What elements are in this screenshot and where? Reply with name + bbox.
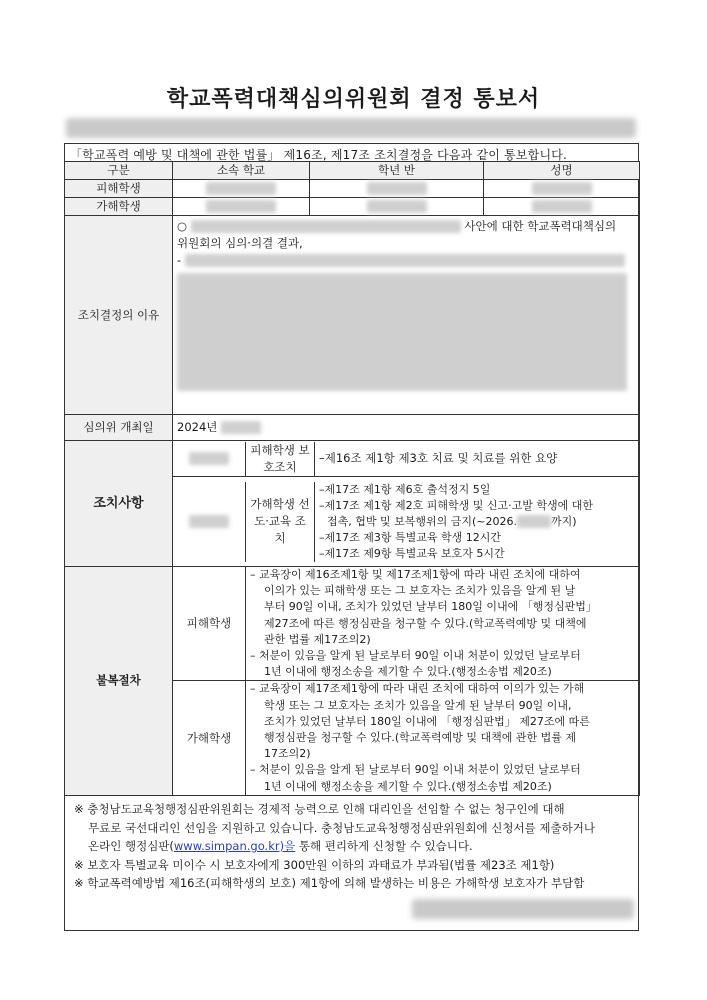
redacted-school (206, 182, 276, 195)
victim-measure-label: 피해학생 보호조치 (246, 442, 315, 476)
redacted-grade (367, 182, 427, 195)
notes-section (74, 800, 634, 893)
header-name: 성명 (484, 162, 640, 180)
appeal-victim-line: 제27조에 따른 행정심판을 청구할 수 있다.(학교폭력예방 및 대책에 (264, 616, 587, 630)
appeal-offender-line: 조치가 있었던 날부터 180일 이내에 「행정심판법」 제27조에 따른 (264, 714, 590, 728)
reason-line1: 사안에 대한 학교폭력대책심의 (464, 219, 617, 233)
appeal-offender-line: – 교육장이 제17조제1항에 따라 내린 조치에 대하여 이의가 있는 가해 (250, 682, 585, 696)
header-school: 소속 학교 (173, 162, 310, 180)
appeal-victim-label: 피해학생 (173, 567, 246, 680)
victim-row (65, 180, 640, 198)
redacted-reason (177, 273, 627, 391)
meeting-date: 2024년 (177, 420, 218, 434)
appeal-offender-line: 1년 이내에 행정소송을 제기할 수 있다.(행정소송법 제20조) (264, 779, 552, 793)
redacted-name (532, 182, 592, 195)
offender-row (65, 198, 640, 216)
appeal-victim-line: – 교육장이 제16조제1항 및 제17조제1항에 따라 내린 조치에 대하여 (250, 568, 581, 581)
redacted-date (221, 421, 261, 434)
appeal-offender-line: 17조의2) (264, 747, 311, 761)
appeal-label: 불복절차 (65, 567, 173, 796)
offender-measure-label: 가해학생 선도·교육 조치 (246, 482, 315, 562)
appeal-victim-line: 이의가 있는 피해학생 또는 그 보호자는 조치가 있음을 알게 된 날 (264, 584, 576, 598)
redacted-name (189, 452, 229, 465)
redacted-name (532, 200, 592, 213)
appeal-victim-line: 1년 이내에 행정소송을 제기할 수 있다.(행정소송법 제20조) (264, 665, 552, 679)
reason-row (65, 216, 640, 415)
redacted-signature (412, 899, 634, 919)
redacted-date (517, 515, 551, 528)
appeal-offender-line: – 처분이 있음을 알게 된 날로부터 90일 이내 처분이 있었던 날로부터 (250, 763, 581, 777)
victim-measure-item: –제16조 제1항 제3호 치료 및 치료를 위한 요양 (319, 451, 558, 465)
reason-dash: - (177, 253, 182, 267)
offender-measure-item: 까지) (551, 514, 577, 528)
note-1-cont: 무료로 국선대리인 선임을 지원하고 있습니다. 충청남도교육청행정심판위원회에 신청서를 제출하거나 (88, 820, 595, 835)
document-title: 학교폭력대책심의위원회 결정 통보서 (166, 87, 541, 112)
appeal-victim-line: 관한 법률 제17조의2) (264, 632, 371, 646)
intro-text: 「학교폭력 예방 및 대책에 관한 법률」 제16조, 제17조 조치결정을 다음과 같이 통보합니다. (70, 148, 568, 162)
meeting-label: 심의위 개최일 (65, 415, 173, 441)
reason-label: 조치결정의 이유 (65, 216, 173, 415)
appeal-victim-line: 부터 90일 이내, 조치가 있었던 날부터 180일 이내에 「행정심판법」 (264, 600, 597, 614)
header-category: 구분 (65, 162, 173, 180)
note-1-end: 통해 편리하게 신청할 수 있습니다. (295, 839, 473, 853)
appeal-offender-label: 가해학생 (173, 681, 246, 794)
decision-table (64, 161, 640, 796)
redacted-issuer (66, 118, 636, 138)
redacted-reason (185, 254, 625, 267)
redacted-grade (367, 200, 427, 213)
appeal-offender-line: 학생 또는 그 보호자는 조치가 있음을 알게 된 날부터 90일 이내, (264, 698, 572, 712)
note-1: ※ 충청남도교육청행정심판위원회는 경제적 능력으로 인해 대리인을 선임할 수 없는 청구인에 대해 (74, 802, 565, 816)
appeal-victim-line: – 처분이 있음을 알게 된 날로부터 90일 이내 처분이 있었던 날로부터 (250, 649, 581, 663)
offender-measure-item: 접촉, 협박 및 보복행위의 금지(~2026. (327, 514, 517, 528)
redacted-name (189, 515, 229, 528)
simpan-link[interactable]: www.simpan.go.kr)을 (173, 839, 296, 853)
offender-measure-item: –제17조 제3항 특별교육 학생 12시간 (319, 530, 501, 544)
meeting-row (65, 415, 640, 441)
measures-victim-row (65, 441, 640, 477)
header-grade-class: 학년 반 (310, 162, 484, 180)
offender-measure-item: –제17조 제1항 제2호 피해학생 및 신고·고발 학생에 대한 (319, 498, 593, 512)
note-2: ※ 보호자 특별교육 미이수 시 보호자에게 300만원 이하의 과태료가 부과됨(법률 제23조 제1항) (74, 857, 555, 872)
measures-label: 조치사항 (65, 441, 173, 567)
note-1-online: 온라인 행정심판( (88, 839, 174, 853)
reason-line2: 위원회의 심의·의결 결과, (177, 236, 303, 250)
reason-content (173, 216, 640, 415)
offender-label: 가해학생 (65, 198, 173, 216)
offender-measure-item: –제17조 제1항 제6호 출석정지 5일 (319, 482, 491, 496)
table-header-row (65, 162, 640, 180)
redacted-case (191, 220, 461, 233)
reason-bullet: ○ (177, 219, 188, 233)
redacted-school (206, 200, 276, 213)
note-3: ※ 학교폭력예방법 제16조(피해학생의 보호) 제1항에 의해 발생하는 비용은 가해학생 보호자가 부담함 (74, 876, 585, 890)
appeal-victim-row (65, 567, 640, 681)
victim-label: 피해학생 (65, 180, 173, 198)
offender-measure-item: –제17조 제9항 특별교육 보호자 5시간 (319, 546, 505, 560)
appeal-offender-line: 행정심판을 청구할 수 있다.(학교폭력예방 및 대책에 관한 법률 제 (264, 731, 577, 745)
